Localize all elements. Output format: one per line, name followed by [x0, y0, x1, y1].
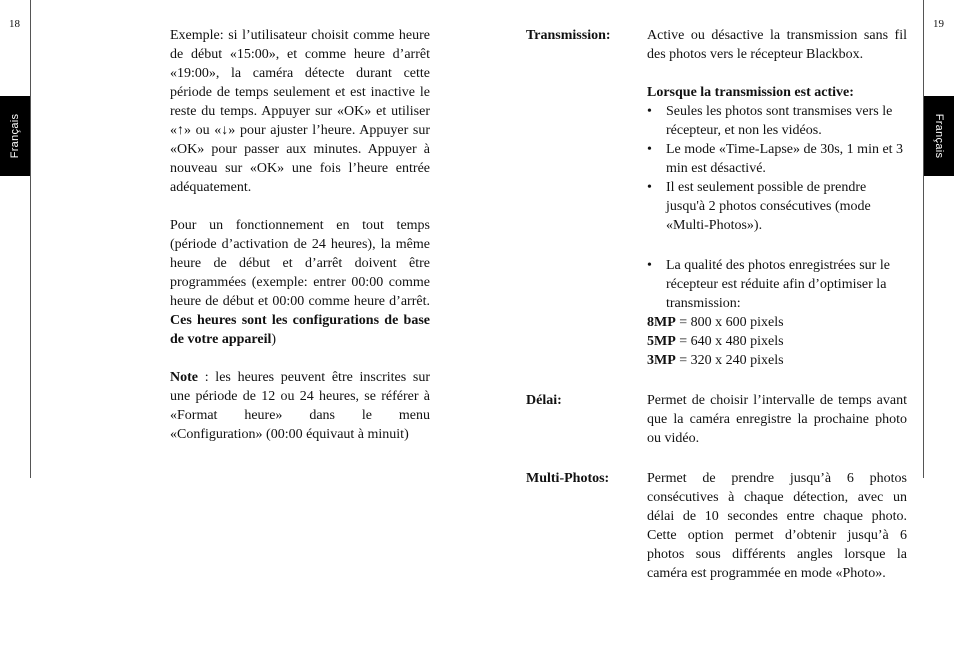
resolution-5mp: 5MP = 640 x 480 pixels [647, 334, 784, 349]
list-item: • Le mode «Time-Lapse» de 30s, 1 min et 3 min est désactivé. [647, 140, 907, 178]
multi-photos-description: Permet de prendre jusqu’à 6 photos consécutives à chaque détection, avec un délai de 10 secondes entre chaque photo. Cette option permet d’obtenir jusqu’à 6 photos sous différents angles lorsque la caméra est programmée en mode «Photo». [647, 471, 907, 581]
definition-delai [647, 391, 907, 448]
term-delai: Délai: [526, 393, 562, 408]
note-text: : les heures peuvent être inscrites sur une période de 12 ou 24 heures, se référer à «Format heure» dans le menu «Configuration» (00:00 équivaut à minuit) [170, 370, 430, 442]
always-on-close: ) [271, 332, 277, 347]
transmission-bullet-list [647, 102, 907, 235]
note-paragraph [170, 368, 430, 444]
resolution-3mp: 3MP = 320 x 240 pixels [647, 353, 784, 368]
page-number-right: 19 [933, 18, 944, 30]
resolution-8mp: 8MP = 800 x 600 pixels [647, 315, 784, 330]
language-tab-left-label: Français [9, 113, 21, 159]
term-multi-photos: Multi-Photos: [526, 471, 610, 486]
always-on-text: Pour un fonctionnement en tout temps (période d’activation de 24 heures), la même heure de début et d’arrêt doivent être programmées (exemple: entrer 00:00 comme heure de début et 00:00 comme heure d’arrêt. [170, 218, 430, 309]
left-margin-rule [30, 0, 31, 478]
transmission-description: Active ou désactive la transmission sans fil des photos vers le récepteur Blackbox. [647, 28, 907, 62]
list-item: • La qualité des photos enregistrées sur le récepteur est réduite afin d’optimiser la transmission: [647, 256, 907, 313]
always-on-paragraph [170, 216, 430, 349]
definition-multi-photos [647, 469, 907, 583]
list-item: • Il est seulement possible de prendre jusqu'à 2 photos consécutives (mode «Multi-Photos»). [647, 178, 907, 235]
definition-transmission [647, 26, 907, 370]
list-item: • Seules les photos sont transmises vers le récepteur, et non les vidéos. [647, 102, 907, 140]
example-paragraph: Exemple: si l’utilisateur choisit comme heure de début «15:00», et comme heure d’arrêt «19:00», la caméra détecte durant cette période de temps seulement et est inactive le reste du temps. Appuyer sur «OK» et utiliser «↑» ou «↓» pour ajuster l’heure. Appuyer sur «OK» pour passer aux minutes. Appuyer à nouveau sur «OK» une fois l’heure entrée adéquatement. [170, 28, 430, 195]
term-transmission: Transmission: [526, 28, 611, 43]
language-tab-right-label: Français [933, 113, 945, 159]
language-tab-left [0, 96, 30, 176]
right-margin-rule [923, 0, 924, 478]
language-tab-right [924, 96, 954, 176]
left-text-column [170, 26, 430, 444]
page-number-left: 18 [9, 18, 20, 30]
delai-description: Permet de choisir l’intervalle de temps avant que la caméra enregistre la prochaine photo ou vidéo. [647, 393, 907, 446]
quality-bullet-list [647, 256, 907, 313]
default-config-note: Ces heures sont les configurations de base de votre appareil [170, 313, 430, 347]
transmission-subheading: Lorsque la transmission est active: [647, 85, 854, 100]
note-label: Note [170, 370, 198, 385]
